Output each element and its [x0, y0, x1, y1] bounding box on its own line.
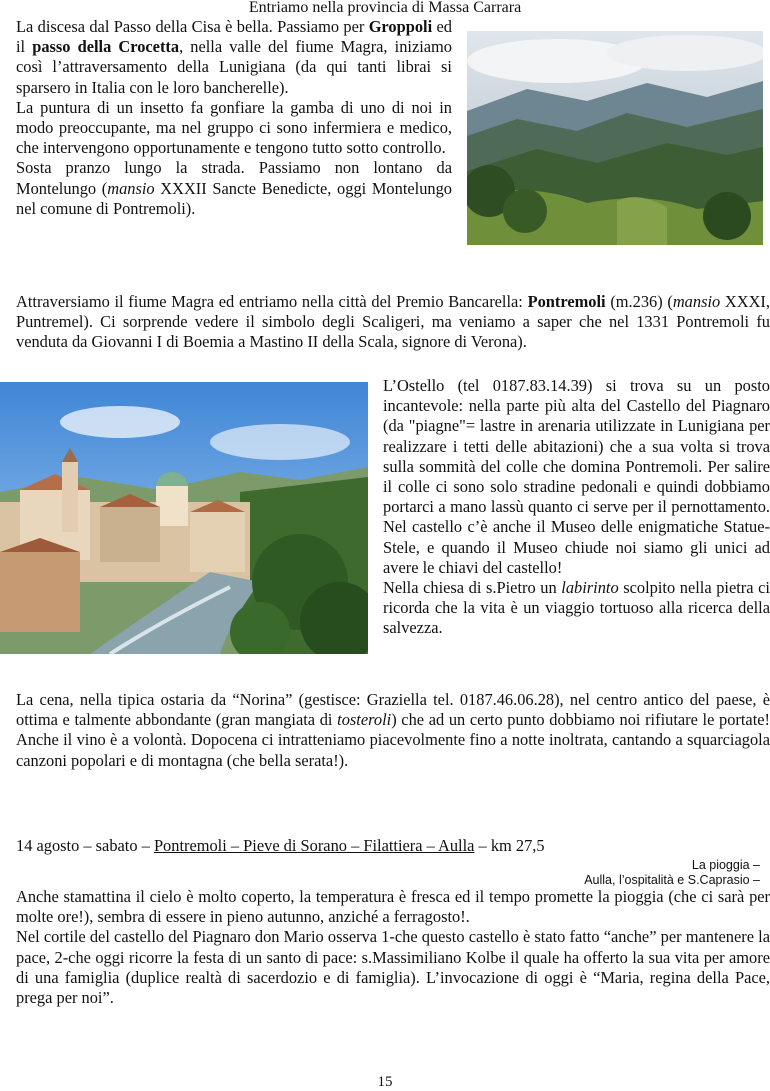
day-route: Pontremoli – Pieve di Sorano – Filattiera – Aulla [153, 836, 475, 855]
text-run: Nella chiesa di s.Pietro un [383, 578, 562, 598]
paragraph [16, 17, 452, 98]
text-run: scolpito nella pietra ci ricorda che la vita è un viaggio tortuoso alla ricerca della salvezza. [383, 578, 770, 638]
bold-text: Groppoli [368, 17, 433, 36]
bold-text: passo della Crocetta [32, 37, 180, 57]
text-run: XXXI, Puntremel). Ci sorprende vedere il simbolo degli Scaligeri, ma veniamo a saper che nel 1331 Pontremoli fu venduta da Giovanni I di Boemia a Mastino II della Scala, signore di Verona). [16, 292, 770, 352]
text-run: La discesa dal Passo della Cisa è bella. Passiamo per [16, 17, 369, 36]
day-section [16, 887, 770, 1008]
page-number: 15 [377, 1074, 393, 1090]
paragraph [16, 927, 770, 1008]
pontremoli-section [16, 292, 770, 353]
paragraph [383, 578, 770, 639]
subtitle-line: La pioggia – [691, 858, 760, 872]
text-run: ) che ad un certo punto dobbiamo noi rifiutare le portate! Anche il vino è a volontà. Dopocena ci intratteniamo piacevolmente fino a notte inoltrata, cantando a squarciagola canzoni popolari e di montagna (che bella serata!). [16, 710, 770, 770]
italic-text: mansio [107, 178, 155, 198]
text-run: ed il [16, 17, 452, 57]
paragraph [383, 376, 770, 578]
valley-landscape-photo [467, 31, 763, 245]
intro-section [16, 17, 452, 219]
paragraph [16, 690, 770, 771]
page-header: Entriamo nella provincia di Massa Carrara [248, 0, 522, 16]
italic-text: tosteroli [337, 710, 392, 730]
text-run: Sosta pranzo lungo la strada. Passiamo non lontano da Montelungo ( [16, 158, 452, 198]
day-date: 14 agosto – sabato – [16, 836, 154, 855]
subtitle-line: Aulla, l’ospitalità e S.Caprasio – [584, 872, 760, 887]
italic-text: labirinto [561, 578, 619, 598]
paragraph [16, 292, 770, 353]
text-run: L’Ostello (tel 0187.83.14.39) si trova su un posto incantevole: nella parte più alta del Castello del Piagnaro (da "piagne"= lastre in arenaria utilizzate in Lunigiana per realizzare i tetti delle abitazioni) che a sua volta si trova sulla sommità del colle che domina Pontremoli. Per salire il colle ci sono solo stradine pedonali e quindi dobbiamo portarci a mano lassù quanto ci serve per il pernottamento. Nel castello c’è anche il Museo delle enigmatiche Statue-Stele, e quando il Museo chiude noi siamo gli unici ad avere le chiavi del castello! [383, 376, 770, 577]
paragraph [16, 158, 452, 219]
paragraph [16, 887, 770, 927]
text-run: Anche stamattina il cielo è molto coperto, la temperatura è fresca ed il tempo promette la pioggia (che ci sarà per molte ore!), sembra di essere in pieno autunno, anziché a ferragosto!. [16, 887, 770, 927]
bold-text: Pontremoli [527, 292, 606, 311]
day-heading [16, 836, 545, 856]
cena-section [16, 690, 770, 771]
day-distance: – km 27,5 [474, 836, 545, 855]
text-run: (m.236) ( [605, 292, 673, 311]
ostello-section [383, 376, 770, 639]
text-run: La cena, nella tipica ostaria da “Norina” (gestisce: Graziella tel. 0187.46.06.28), nel centro antico del paese, è ottima e talmente abbondante (gran mangiata di [16, 690, 770, 730]
text-run: La puntura di un insetto fa gonfiare la gamba di uno di noi in modo preoccupante, ma nel gruppo ci sono infermiera e medico, che intervengono opportunamente e tengono tutto sotto controllo. [16, 97, 452, 158]
text-run: XXXII Sancte Benedicte, oggi Montelungo nel comune di Pontremoli). [16, 178, 452, 218]
paragraph [16, 98, 452, 159]
day-subtitle [584, 858, 760, 887]
text-run: , nella valle del fiume Magra, iniziamo così l’attraversamento della Lunigiana (da qui tanti librai si sparsero in Italia con le loro bancherelle). [16, 37, 452, 97]
text-run: Attraversiamo il fiume Magra ed entriamo nella città del Premio Bancarella: [16, 292, 528, 311]
text-run: Nel cortile del castello del Piagnaro don Mario osserva 1-che questo castello è stato fatto “anche” per mantenere la pace, 2-che oggi ricorre la festa di un santo di pace: s.Massimiliano Kolbe il quale ha offerto la sua vita per amore di una famiglia (duplice realtà di sacerdozio e di famiglia). L’invocazione di oggi è “Maria, regina della Pace, prega per noi”. [16, 927, 770, 1008]
pontremoli-town-photo [0, 382, 368, 654]
italic-text: mansio [672, 292, 721, 311]
